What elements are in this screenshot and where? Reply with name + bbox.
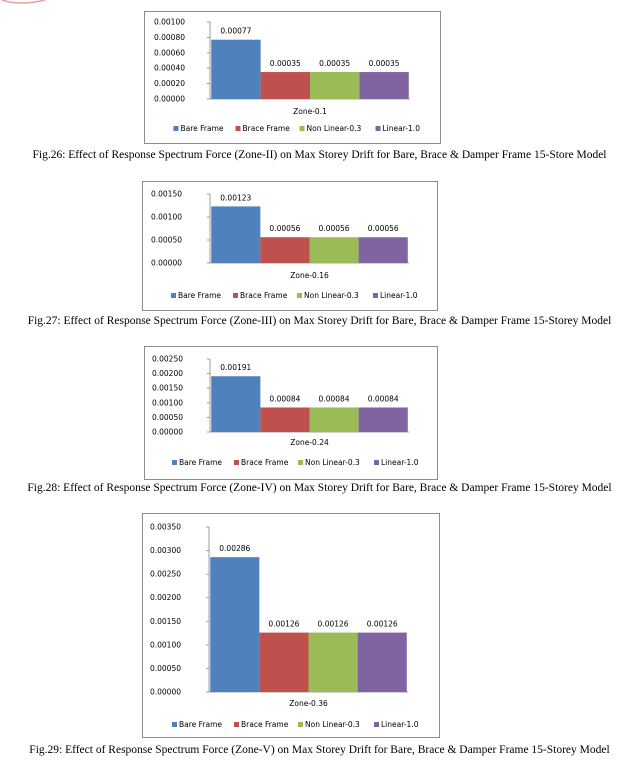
legend-label-bare-frame: Bare Frame (179, 458, 223, 467)
bar-non-linear-0-3 (310, 407, 359, 432)
legend-swatch-bare-frame (174, 126, 179, 131)
bar-bare-frame (210, 557, 259, 692)
y-tick-label: 0.00250 (149, 569, 181, 579)
data-label-brace-frame: 0.00035 (269, 59, 301, 69)
data-label-brace-frame: 0.00056 (269, 224, 301, 234)
legend-swatch-non-linear-0-3 (300, 126, 305, 131)
y-tick-label: 0.00000 (149, 687, 181, 697)
legend-swatch-brace-frame (234, 460, 239, 465)
legend-swatch-bare-frame (171, 293, 176, 298)
y-tick-label: 0.00100 (151, 398, 183, 408)
chart-26 (144, 11, 441, 144)
data-label-linear-1-0: 0.00035 (368, 59, 400, 69)
bar-non-linear-0-3 (310, 237, 359, 263)
legend-label-linear-1-0: Linear-1.0 (382, 124, 420, 133)
legend-swatch-non-linear-0-3 (297, 293, 302, 298)
y-tick-label: 0.00020 (153, 79, 185, 89)
data-label-bare-frame: 0.00286 (219, 544, 251, 554)
legend-swatch-linear-1-0 (373, 293, 378, 298)
page-corner-decoration (0, 0, 70, 6)
chart-29 (142, 513, 440, 738)
data-label-non-linear-0-3: 0.00056 (318, 224, 350, 234)
x-category-label: Zone-0.16 (290, 271, 329, 280)
data-label-non-linear-0-3: 0.00035 (319, 59, 351, 69)
legend-label-bare-frame: Bare Frame (180, 124, 224, 133)
bar-brace-frame (260, 237, 309, 263)
legend-swatch-non-linear-0-3 (298, 460, 303, 465)
legend-swatch-brace-frame (234, 722, 239, 727)
y-tick-label: 0.00050 (150, 235, 182, 245)
y-tick-label: 0.00300 (149, 546, 181, 556)
chart-28 (144, 346, 438, 480)
legend-label-bare-frame: Bare Frame (179, 720, 223, 729)
legend-label-brace-frame: Brace Frame (242, 124, 290, 133)
y-tick-label: 0.00150 (151, 383, 183, 393)
legend-swatch-linear-1-0 (374, 460, 379, 465)
x-category-label: Zone-0.36 (289, 699, 328, 708)
y-tick-label: 0.00150 (150, 189, 182, 199)
data-label-linear-1-0: 0.00084 (367, 394, 399, 404)
legend-label-brace-frame: Brace Frame (240, 291, 288, 300)
chart-26-svg (145, 12, 442, 145)
y-tick-label: 0.00100 (150, 212, 182, 222)
data-label-non-linear-0-3: 0.00126 (317, 619, 349, 629)
legend-swatch-linear-1-0 (376, 126, 381, 131)
y-tick-label: 0.00100 (149, 640, 181, 650)
bar-brace-frame (261, 72, 310, 99)
data-label-bare-frame: 0.00191 (220, 363, 252, 373)
bar-brace-frame (260, 407, 309, 432)
data-label-non-linear-0-3: 0.00084 (318, 394, 350, 404)
y-tick-label: 0.00040 (153, 63, 185, 73)
bar-linear-1-0 (359, 72, 408, 99)
chart-28-svg (145, 347, 439, 481)
legend-label-non-linear-0-3: Non Linear-0.3 (304, 291, 359, 300)
data-label-bare-frame: 0.00123 (220, 193, 252, 203)
y-tick-label: 0.00200 (149, 593, 181, 603)
y-tick-label: 0.00250 (151, 354, 183, 364)
bar-linear-1-0 (359, 407, 408, 432)
y-tick-label: 0.00050 (151, 412, 183, 422)
legend-swatch-brace-frame (236, 126, 241, 131)
x-category-label: Zone-0.24 (290, 438, 329, 447)
legend-label-linear-1-0: Linear-1.0 (381, 720, 419, 729)
legend-label-non-linear-0-3: Non Linear-0.3 (305, 458, 360, 467)
y-tick-label: 0.00000 (151, 427, 183, 437)
fig-26-caption: Fig.26: Effect of Response Spectrum Force (Zone-II) on Max Storey Drift for Bare, Brace & Damper Frame 15-Store Model (32, 149, 607, 161)
bar-bare-frame (211, 376, 260, 432)
data-label-linear-1-0: 0.00126 (366, 619, 398, 629)
legend-label-linear-1-0: Linear-1.0 (381, 458, 419, 467)
legend-swatch-bare-frame (172, 722, 177, 727)
data-label-linear-1-0: 0.00056 (367, 224, 399, 234)
chart-27 (142, 181, 438, 311)
chart-27-svg (143, 182, 439, 312)
fig-28-caption: Fig.28: Effect of Response Spectrum Force (Zone-IV) on Max Storey Drift for Bare, Brace & Damper Frame 15-Storey Model (27, 482, 612, 494)
chart-29-svg (143, 514, 441, 739)
y-tick-label: 0.00000 (153, 94, 185, 104)
y-tick-label: 0.00080 (153, 32, 185, 42)
fig-27-caption: Fig.27: Effect of Response Spectrum Force (Zone-III) on Max Storey Drift for Bare, Brace & Damper Frame 15-Storey Model (27, 315, 612, 327)
legend-label-bare-frame: Bare Frame (178, 291, 222, 300)
legend-label-non-linear-0-3: Non Linear-0.3 (305, 720, 360, 729)
legend-swatch-bare-frame (172, 460, 177, 465)
bar-bare-frame (211, 40, 260, 99)
data-label-brace-frame: 0.00084 (269, 394, 301, 404)
legend-label-brace-frame: Brace Frame (241, 458, 289, 467)
y-tick-label: 0.00000 (150, 258, 182, 268)
legend-label-brace-frame: Brace Frame (241, 720, 289, 729)
bar-linear-1-0 (359, 237, 408, 263)
y-tick-label: 0.00150 (149, 616, 181, 626)
x-category-label: Zone-0.1 (293, 107, 327, 116)
data-label-brace-frame: 0.00126 (268, 619, 300, 629)
bar-bare-frame (211, 206, 260, 263)
legend-swatch-non-linear-0-3 (298, 722, 303, 727)
bar-linear-1-0 (358, 633, 407, 692)
y-tick-label: 0.00200 (151, 369, 183, 379)
bar-non-linear-0-3 (309, 633, 358, 692)
fig-29-caption: Fig.29: Effect of Response Spectrum Force (Zone-V) on Max Storey Drift for Bare, Brace & Damper Frame 15-Storey Model (29, 744, 610, 756)
y-tick-label: 0.00350 (149, 522, 181, 532)
legend-swatch-brace-frame (233, 293, 238, 298)
legend-swatch-linear-1-0 (374, 722, 379, 727)
legend-label-non-linear-0-3: Non Linear-0.3 (306, 124, 362, 133)
legend-label-linear-1-0: Linear-1.0 (380, 291, 418, 300)
data-label-bare-frame: 0.00077 (220, 26, 252, 36)
bar-brace-frame (259, 633, 308, 692)
y-tick-label: 0.00050 (149, 663, 181, 673)
y-tick-label: 0.00100 (153, 17, 185, 27)
bar-non-linear-0-3 (310, 72, 359, 99)
y-tick-label: 0.00060 (153, 48, 185, 58)
